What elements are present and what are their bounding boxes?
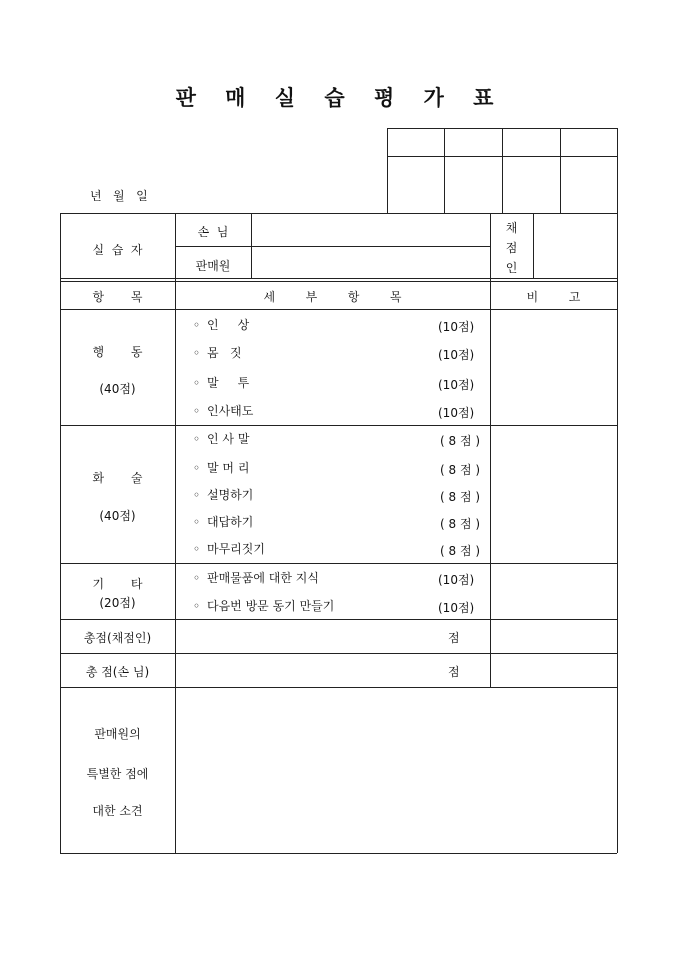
list-item-score: (10점) bbox=[438, 378, 475, 392]
trainee-label: 실 습 자 bbox=[92, 243, 143, 257]
bullet-icon: ◦ bbox=[193, 404, 201, 418]
total-grader-field[interactable] bbox=[176, 620, 490, 653]
section-behavior-points: (40점) bbox=[99, 382, 136, 396]
list-item-label: 말 머 리 bbox=[207, 461, 250, 475]
bullet-icon: ◦ bbox=[193, 488, 201, 502]
list-item-score: (10점) bbox=[438, 601, 475, 615]
page-title: 판 매 실 습 평 가 표 bbox=[175, 85, 505, 110]
header-remark: 비 고 bbox=[526, 290, 581, 304]
remark-etc-field[interactable] bbox=[491, 564, 617, 619]
remark-behavior-field[interactable] bbox=[491, 310, 617, 425]
remark-speech-field[interactable] bbox=[491, 426, 617, 563]
list-item-score: (10점) bbox=[438, 348, 475, 362]
grader-label-1: 채 bbox=[505, 221, 518, 235]
list-item-label: 다음번 방문 동기 만들기 bbox=[207, 599, 335, 613]
total-grader-label: 총점(채점인) bbox=[83, 631, 152, 645]
list-item-label: 대답하기 bbox=[207, 515, 254, 529]
total-customer-unit: 점 bbox=[448, 665, 460, 679]
date-label: 년 월 일 bbox=[90, 189, 148, 203]
list-item-label: 마무리짓기 bbox=[207, 542, 265, 556]
opinion-field[interactable] bbox=[176, 688, 617, 853]
header-item: 항 목 bbox=[92, 290, 143, 304]
bullet-icon: ◦ bbox=[193, 542, 201, 556]
list-item-label: 판매물품에 대한 지식 bbox=[207, 571, 319, 585]
bullet-icon: ◦ bbox=[193, 318, 201, 332]
list-item-label: 인사태도 bbox=[207, 404, 254, 418]
grader-label-2: 점 bbox=[505, 241, 518, 255]
bullet-icon: ◦ bbox=[193, 376, 201, 390]
section-speech-name: 화 술 bbox=[92, 471, 143, 485]
customer-label: 손 님 bbox=[197, 225, 229, 239]
seller-label: 판매원 bbox=[195, 259, 231, 273]
list-item-score: ( 8 점 ) bbox=[440, 434, 481, 448]
section-etc-points: (20점) bbox=[99, 596, 136, 610]
bullet-icon: ◦ bbox=[193, 346, 201, 360]
total-grader-unit: 점 bbox=[448, 631, 460, 645]
section-behavior-name: 행 동 bbox=[92, 345, 143, 359]
list-item-label: 몸 짓 bbox=[207, 346, 242, 360]
opinion-label-line2: 특별한 점에 bbox=[86, 767, 149, 781]
list-item-label: 인 사 말 bbox=[207, 432, 250, 446]
list-item-score: ( 8 점 ) bbox=[440, 544, 481, 558]
list-item-score: (10점) bbox=[438, 320, 475, 334]
total-customer-label: 총 점(손 님) bbox=[85, 665, 150, 679]
section-etc-name: 기 타 bbox=[92, 577, 143, 591]
section-speech-points: (40점) bbox=[99, 509, 136, 523]
seller-name-field[interactable] bbox=[251, 247, 490, 278]
list-item-score: ( 8 점 ) bbox=[440, 490, 481, 504]
customer-name-field[interactable] bbox=[251, 214, 490, 246]
header-detail: 세 부 항 목 bbox=[263, 290, 402, 304]
opinion-label-line1: 판매원의 bbox=[94, 727, 141, 741]
list-item-score: (10점) bbox=[438, 573, 475, 587]
bullet-icon: ◦ bbox=[193, 571, 201, 585]
list-item-label: 말 투 bbox=[207, 376, 250, 390]
bullet-icon: ◦ bbox=[193, 515, 201, 529]
bullet-icon: ◦ bbox=[193, 599, 201, 613]
list-item-label: 설명하기 bbox=[207, 488, 254, 502]
bullet-icon: ◦ bbox=[193, 461, 201, 475]
list-item-label: 인 상 bbox=[207, 318, 250, 332]
list-item-score: ( 8 점 ) bbox=[440, 463, 481, 477]
total-customer-field[interactable] bbox=[176, 654, 490, 687]
grader-stamp-field[interactable] bbox=[534, 214, 617, 278]
list-item-score: ( 8 점 ) bbox=[440, 517, 481, 531]
opinion-label-line3: 대한 소견 bbox=[92, 804, 143, 818]
bullet-icon: ◦ bbox=[193, 432, 201, 446]
grader-label-3: 인 bbox=[505, 261, 518, 275]
list-item-score: (10점) bbox=[438, 406, 475, 420]
